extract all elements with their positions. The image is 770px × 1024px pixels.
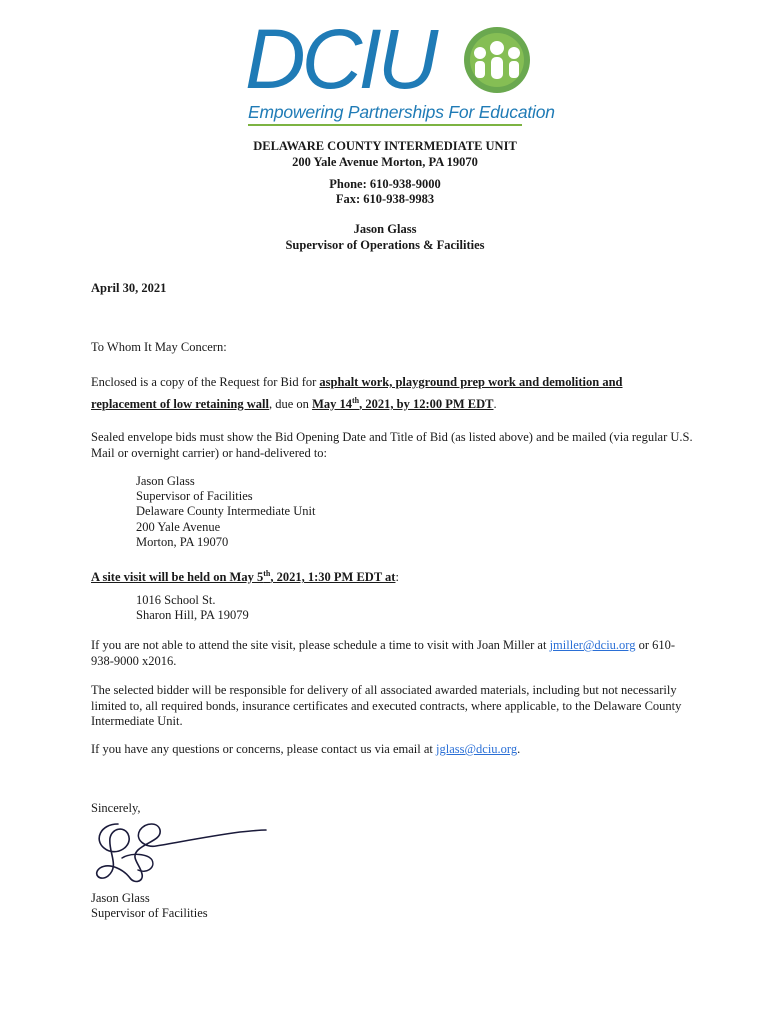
paragraph-sealed-bids: Sealed envelope bids must show the Bid Opening Date and Title of Bid (as listed above) and be mailed (via regular U.S. Mail or overnight carrier) or hand-delivered to: <box>91 430 693 460</box>
jglass-email-link[interactable]: jglass@dciu.org <box>436 742 518 756</box>
salutation: To Whom It May Concern: <box>91 340 227 354</box>
org-address: 200 Yale Avenue Morton, PA 19070 <box>292 155 478 169</box>
due-date: May 14th, 2021, by 12:00 PM EDT <box>312 396 494 411</box>
paragraph-selected-bidder: The selected bidder will be responsible for delivery of all associated awarded materials, including but not necessarily limited to, all required bonds, insurance certificates and executed contracts, where applicable, to the Delaware County Intermediate Unit. <box>91 683 682 728</box>
project-title-line2: replacement of low retaining wall <box>91 397 269 411</box>
org-fax: Fax: 610-938-9983 <box>335 192 435 206</box>
org-phone: Phone: 610-938-9000 <box>329 177 441 191</box>
people-circle-icon <box>464 27 530 93</box>
logo-tagline: Empowering Partnerships For Education <box>248 102 555 122</box>
tagline-underline <box>248 124 522 126</box>
logo-wordmark: DCIU <box>245 14 435 104</box>
signer-title: Supervisor of Facilities <box>91 906 208 920</box>
letter-date: April 30, 2021 <box>91 281 167 295</box>
paragraph-schedule-visit: If you are not able to attend the site visit, please schedule a time to visit with Joan Miller at jmiller@dciu.org or 610-938-9000 x2016. <box>91 638 676 668</box>
handwritten-signature <box>90 818 270 890</box>
mailing-address: Jason Glass Supervisor of Facilities Delaware County Intermediate Unit 200 Yale Avenue Morton, PA 19070 <box>136 474 316 549</box>
header-contact-name: Jason Glass <box>353 222 417 236</box>
paragraph-questions: If you have any questions or concerns, please contact us via email at jglass@dciu.org. <box>91 742 521 756</box>
site-address: 1016 School St. Sharon Hill, PA 19079 <box>136 593 249 623</box>
org-name: DELAWARE COUNTY INTERMEDIATE UNIT <box>253 139 517 153</box>
jmiller-email-link[interactable]: jmiller@dciu.org <box>549 638 636 652</box>
signer-name: Jason Glass <box>91 891 150 905</box>
closing: Sincerely, <box>91 801 141 815</box>
paragraph-rfb: Enclosed is a copy of the Request for Bid for asphalt work, playground prep work and demolition and replacement of low retaining wall, due on May 14th, 2021, by 12:00 PM EDT. <box>91 375 623 411</box>
project-title-line1: asphalt work, playground prep work and demolition and <box>319 375 623 389</box>
header-contact-title: Supervisor of Operations & Facilities <box>285 238 485 252</box>
site-visit-heading: A site visit will be held on May 5th, 2021, 1:30 PM EDT at: <box>91 569 399 584</box>
